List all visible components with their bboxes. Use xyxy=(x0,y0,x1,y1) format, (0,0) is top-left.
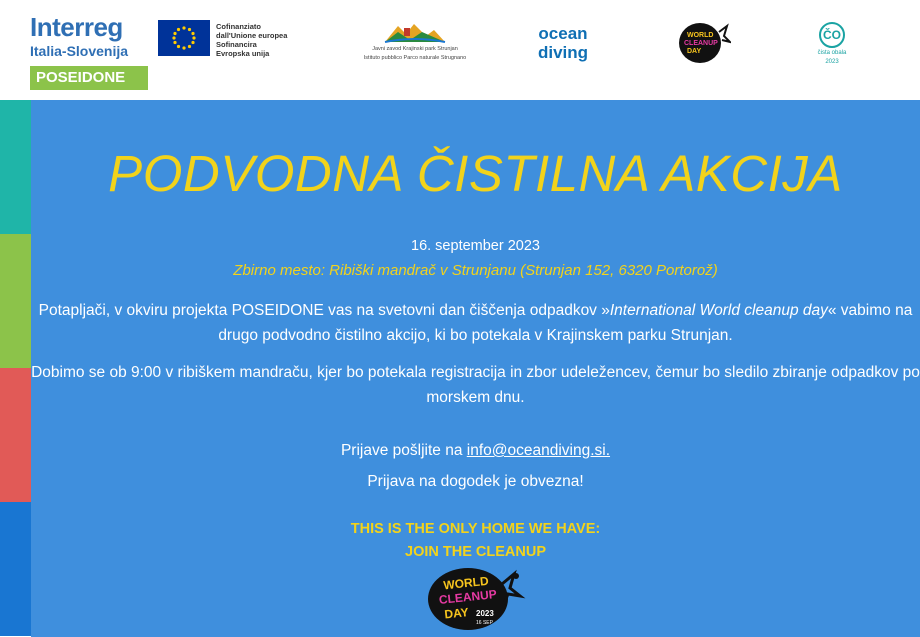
world-cleanup-day-logo-small xyxy=(677,22,731,64)
invitation-paragraph: Potapljači, v okviru projekta POSEIDONE vas na svetovni dan čiščenja odpadkov »International World cleanup day« vabimo na drugo podvodno čistilno akcijo, ki bo potekala v Krajinskem parku Strunjan. xyxy=(38,302,913,344)
stripe-red xyxy=(0,368,31,502)
cista-obala-logo: ČO čista obala 2023 xyxy=(812,22,852,66)
stripe-blue xyxy=(0,502,31,636)
svg-text:2023: 2023 xyxy=(476,609,494,618)
color-stripes xyxy=(0,100,31,637)
poster-body xyxy=(31,100,920,637)
event-title: PODVODNA ČISTILNA AKCIJA xyxy=(108,145,843,202)
svg-text:DAY: DAY xyxy=(687,48,702,55)
strunjan-park-logo: Javni zavod Krajinski park Strunjan Istituto pubblico Parco naturale Strugnano xyxy=(360,20,470,70)
signup-line: Prijave pošljite na info@oceandiving.si. xyxy=(340,442,611,459)
eu-funding-text: Cofinanziato dall'Unione europea Sofinancira Evropska unija xyxy=(216,22,288,58)
svg-text:CLEANUP: CLEANUP xyxy=(438,587,498,608)
ocean-diving-logo: ocean diving xyxy=(537,24,589,62)
email-link[interactable]: info@oceandiving.si. xyxy=(466,442,611,459)
header-bar xyxy=(0,0,920,100)
interreg-brand: Interreg xyxy=(30,12,123,42)
schedule-paragraph: Dobimo se ob 9:00 v ribiškem mandraču, kjer bo potekala registracija in zbor udeležencev, čemur bo sledilo zbiranje odpadkov po morskem dnu. xyxy=(31,364,920,406)
stripe-teal xyxy=(0,100,31,234)
svg-text:CLEANUP: CLEANUP xyxy=(684,40,718,47)
svg-text:WORLD: WORLD xyxy=(442,573,490,593)
svg-text:DAY: DAY xyxy=(443,605,470,622)
slogan: THIS IS THE ONLY HOME WE HAVE: JOIN THE CLEANUP xyxy=(350,521,601,560)
poseidone-tag: POSEIDONE xyxy=(30,66,148,90)
eu-flag-icon xyxy=(158,20,210,56)
event-date: 16. september 2023 xyxy=(411,238,540,254)
svg-text:WORLD: WORLD xyxy=(687,32,714,39)
interreg-logo xyxy=(30,14,150,90)
interreg-program: Italia-Slovenija xyxy=(30,43,129,59)
park-mark-icon xyxy=(380,20,450,44)
svg-text:16 SEP: 16 SEP xyxy=(476,620,493,626)
mandatory-notice: Prijava na dogodek je obvezna! xyxy=(367,473,584,490)
meeting-place: Zbirno mesto: Ribiški mandrač v Strunjanu (Strunjan 152, 6320 Portorož) xyxy=(233,262,718,279)
world-cleanup-day-logo xyxy=(424,566,532,632)
stripe-green xyxy=(0,234,31,368)
